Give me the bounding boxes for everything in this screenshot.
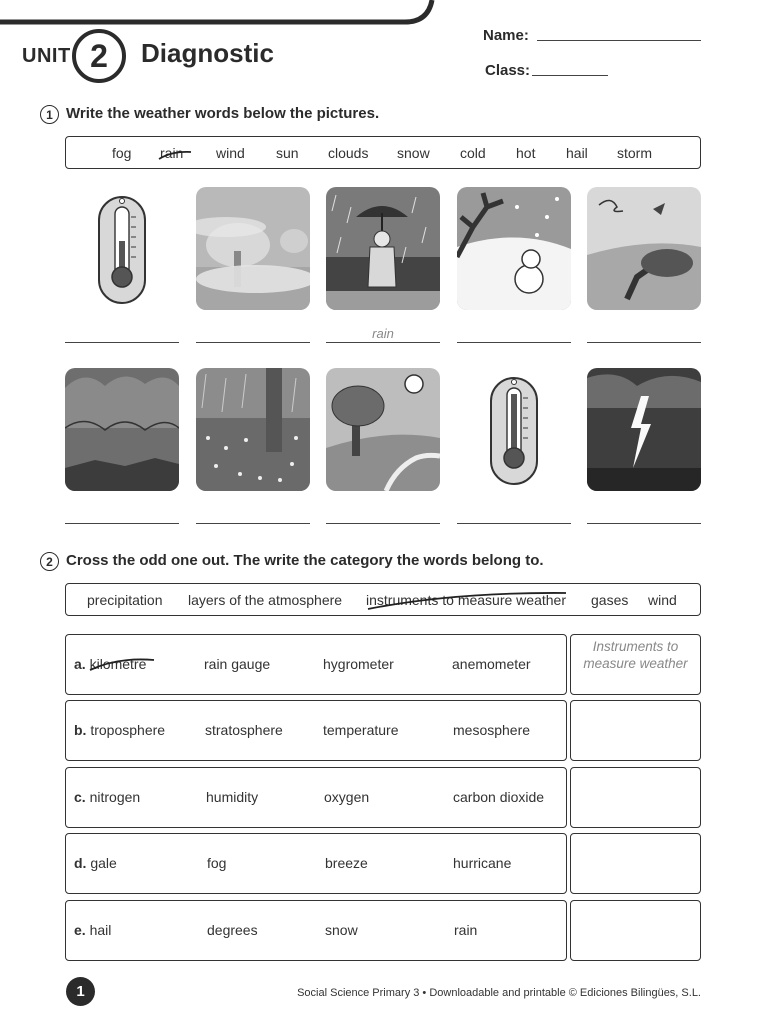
- row-c-word-3: oxygen: [324, 789, 370, 805]
- answer-line-9[interactable]: [457, 523, 571, 524]
- name-field[interactable]: [537, 40, 701, 41]
- storm-icon: [587, 368, 701, 491]
- clouds-icon: [65, 368, 179, 491]
- category-answer-e[interactable]: [570, 900, 701, 961]
- word-wind: wind: [216, 145, 245, 161]
- unit-label: UNIT: [22, 45, 71, 67]
- strike-mark: [364, 588, 568, 612]
- word-storm: storm: [617, 145, 652, 161]
- answer-line-4[interactable]: [457, 342, 571, 343]
- category-layers: layers of the atmosphere: [188, 592, 343, 608]
- wind-icon: [587, 187, 701, 310]
- footer-credit: Social Science Primary 3 • Downloadable and printable © Ediciones Bilingües, S.L.: [297, 987, 701, 999]
- answer-line-5[interactable]: [587, 342, 701, 343]
- exercise-2-number: 2: [40, 552, 59, 571]
- category-answer-a[interactable]: [570, 634, 701, 695]
- word-cold: cold: [460, 145, 486, 161]
- header-curve: [0, 0, 440, 32]
- page-number: 1: [66, 977, 95, 1006]
- category-wind: wind: [648, 592, 677, 608]
- category-gases: gases: [591, 592, 629, 608]
- class-field[interactable]: [532, 75, 608, 76]
- odd-one-out-row-e: [65, 900, 567, 961]
- word-snow: snow: [397, 145, 430, 161]
- page-title: Diagnostic: [141, 38, 274, 68]
- row-d-word-1: d. gale: [74, 855, 117, 871]
- snow-icon: [457, 187, 571, 310]
- strike-mark: [88, 653, 156, 673]
- answer-line-3[interactable]: [326, 342, 440, 343]
- row-a-word-2: rain gauge: [204, 656, 271, 672]
- row-b-word-3: temperature: [323, 722, 399, 738]
- answer-line-1[interactable]: [65, 342, 179, 343]
- word-clouds: clouds: [328, 145, 369, 161]
- exercise-1-instruction: Write the weather words below the pictures.: [66, 105, 380, 122]
- strike-mark: [158, 148, 192, 162]
- unit-number-badge: 2: [72, 29, 126, 83]
- answer-line-7[interactable]: [196, 523, 310, 524]
- row-c-word-1: c. nitrogen: [74, 789, 141, 805]
- row-d-word-4: hurricane: [453, 855, 512, 871]
- row-e-word-1: e. hail: [74, 922, 112, 938]
- sun-icon: [326, 368, 440, 491]
- odd-one-out-row-c: [65, 767, 567, 828]
- answer-line-8[interactable]: [326, 523, 440, 524]
- rain-icon: [326, 187, 440, 310]
- category-answer-c[interactable]: [570, 767, 701, 828]
- row-a-word-1: a. kilometre: [74, 656, 147, 672]
- row-c-word-4: carbon dioxide: [453, 789, 545, 805]
- row-e-word-2: degrees: [207, 922, 258, 938]
- row-d-word-2: fog: [207, 855, 227, 871]
- word-rain: rain: [160, 145, 184, 161]
- exercise-2-instruction: Cross the odd one out. The write the category the words belong to.: [66, 552, 544, 569]
- thermometer-hot-icon: [457, 368, 571, 491]
- row-a-word-3: hygrometer: [323, 656, 394, 672]
- exercise-1-number: 1: [40, 105, 59, 124]
- hail-icon: [196, 368, 310, 491]
- row-d-word-3: breeze: [325, 855, 368, 871]
- row-b-word-1: b. troposphere: [74, 722, 166, 738]
- answer-line-2[interactable]: [196, 342, 310, 343]
- row-a-word-4: anemometer: [452, 656, 531, 672]
- row-c-word-2: humidity: [206, 789, 259, 805]
- thermometer-cold-icon: [65, 187, 179, 310]
- category-instruments: instruments to measure weather: [366, 592, 566, 608]
- row-b-word-2: stratosphere: [205, 722, 283, 738]
- category-answer-a-text: Instruments to measure weather: [583, 639, 688, 671]
- odd-one-out-row-d: [65, 833, 567, 894]
- answer-text-3: rain: [372, 326, 394, 341]
- weather-word-box: [65, 136, 701, 169]
- answer-line-10[interactable]: [587, 523, 701, 524]
- class-label: Class:: [485, 62, 531, 79]
- row-e-word-3: snow: [325, 922, 358, 938]
- category-answer-b[interactable]: [570, 700, 701, 761]
- word-fog: fog: [112, 145, 132, 161]
- word-hot: hot: [516, 145, 536, 161]
- category-answer-d[interactable]: [570, 833, 701, 894]
- fog-icon: [196, 187, 310, 310]
- name-label: Name:: [483, 27, 529, 44]
- category-word-box: [65, 583, 701, 616]
- odd-one-out-row-b: [65, 700, 567, 761]
- word-sun: sun: [276, 145, 299, 161]
- category-precipitation: precipitation: [87, 592, 163, 608]
- odd-one-out-row-a: [65, 634, 567, 695]
- answer-line-6[interactable]: [65, 523, 179, 524]
- row-e-word-4: rain: [454, 922, 478, 938]
- word-hail: hail: [566, 145, 588, 161]
- row-b-word-4: mesosphere: [453, 722, 531, 738]
